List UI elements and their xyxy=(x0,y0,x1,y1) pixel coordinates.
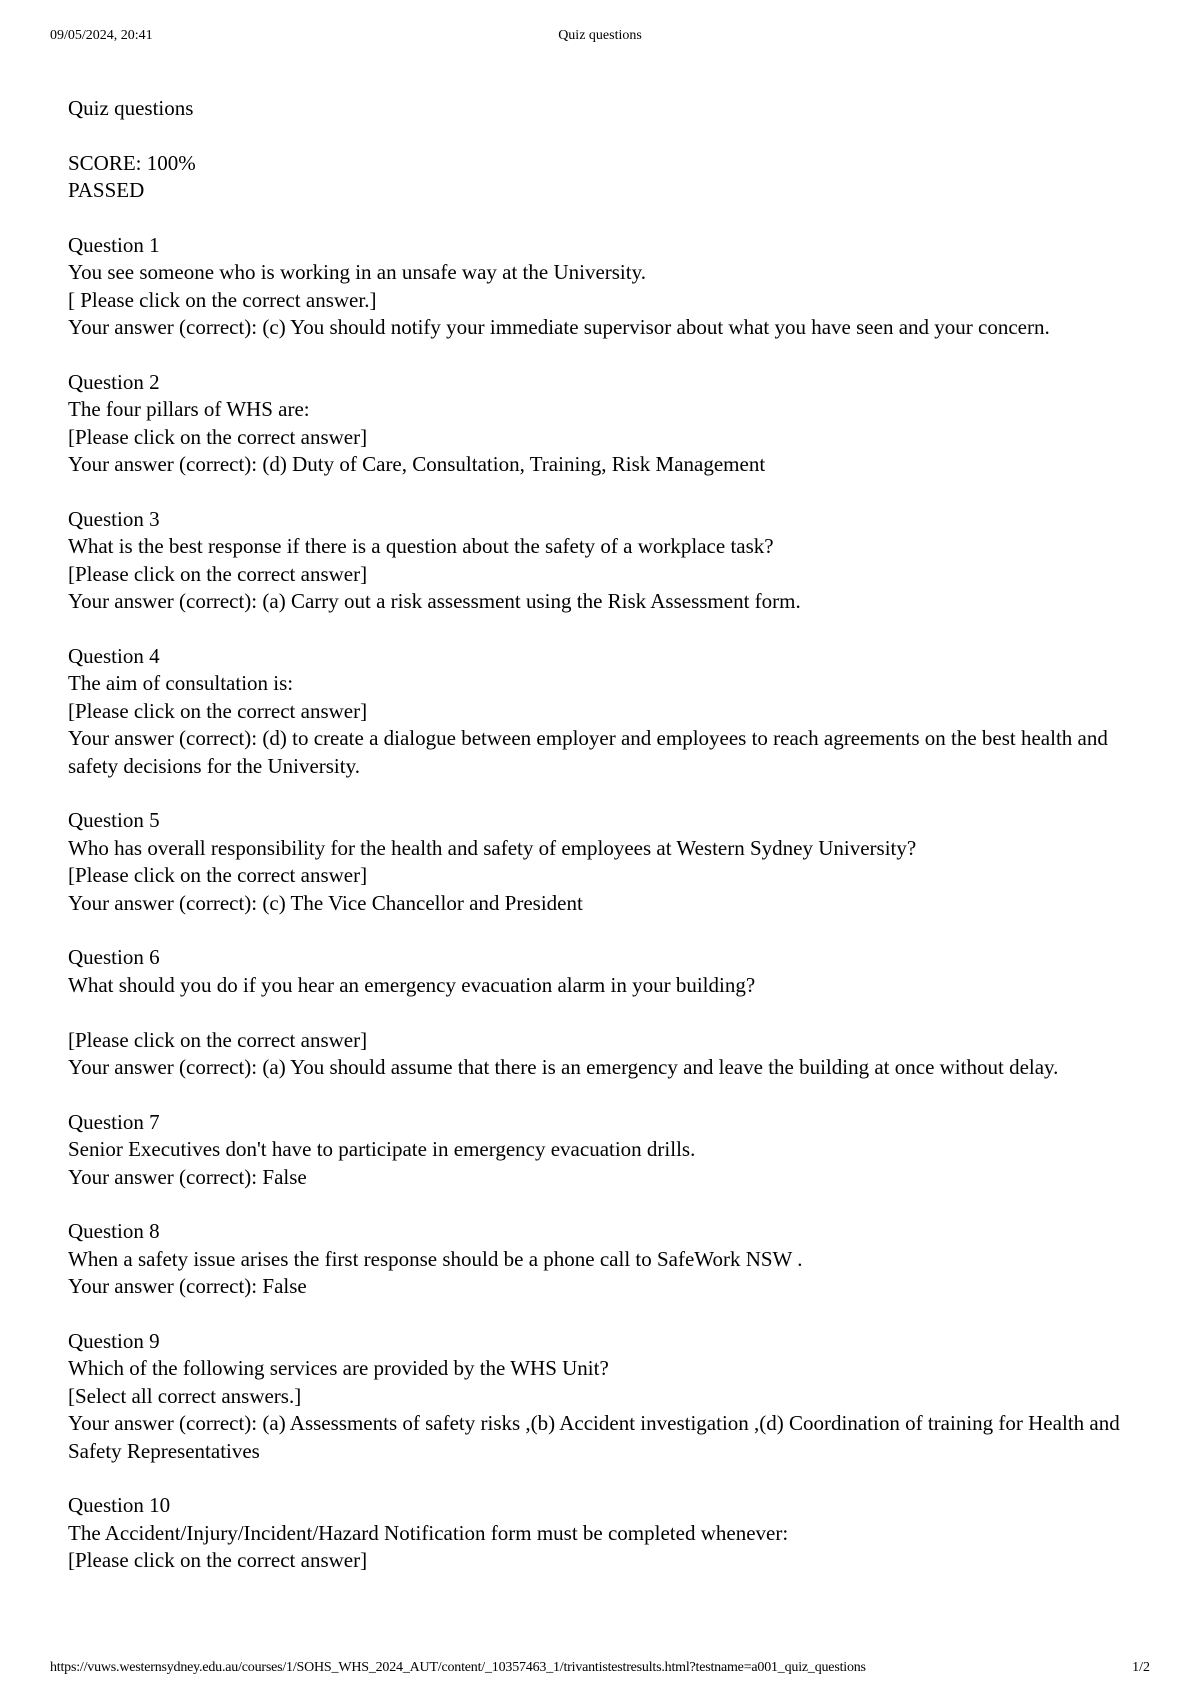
question-2 xyxy=(68,369,1138,479)
question-3 xyxy=(68,506,1138,616)
question-text: When a safety issue arises the first response should be a phone call to SafeWork NSW . xyxy=(68,1246,803,1271)
question-answer: Your answer (correct): (d) to create a dialogue between employer and employees to reach agreements on the best health and safety decisions for the University. xyxy=(68,726,1108,778)
question-heading: Question 2 xyxy=(68,369,160,394)
question-7 xyxy=(68,1109,1138,1192)
blank-line xyxy=(68,999,1138,1027)
quiz-results-content xyxy=(68,95,1138,1602)
question-heading: Question 8 xyxy=(68,1219,160,1243)
question-answer: Your answer (correct): False xyxy=(68,1274,307,1298)
question-answer: Your answer (correct): (c) You should notify your immediate supervisor about what you have seen and your concern. xyxy=(68,315,1050,339)
score-block xyxy=(68,150,1138,205)
question-instruction: [Please click on the correct answer] xyxy=(68,698,368,723)
question-answer: Your answer (correct): (c) The Vice Chancellor and President xyxy=(68,890,583,915)
question-instruction: [ Please click on the correct answer.] xyxy=(68,287,377,312)
page-title: Quiz questions xyxy=(68,96,194,120)
pass-status: PASSED xyxy=(68,178,145,202)
question-heading: Question 6 xyxy=(68,945,160,969)
question-heading: Question 7 xyxy=(68,1109,160,1134)
question-heading: Question 5 xyxy=(68,808,160,832)
question-instruction: [Please click on the correct answer] xyxy=(68,1548,368,1572)
question-text: The four pillars of WHS are: xyxy=(68,397,310,421)
print-datetime: 09/05/2024, 20:41 xyxy=(50,28,153,43)
question-answer: Your answer (correct): (d) Duty of Care, Consultation, Training, Risk Management xyxy=(68,452,766,476)
question-text: What is the best response if there is a question about the safety of a workplace task? xyxy=(68,534,774,558)
question-heading: Question 4 xyxy=(68,643,160,668)
print-footer xyxy=(50,1660,1150,1680)
print-header xyxy=(50,28,1150,48)
question-text: What should you do if you hear an emergency evacuation alarm in your building? xyxy=(68,972,756,997)
question-heading: Question 3 xyxy=(68,506,160,531)
question-answer: Your answer (correct): False xyxy=(68,1164,307,1189)
question-instruction: [Select all correct answers.] xyxy=(68,1383,302,1408)
question-8 xyxy=(68,1218,1138,1301)
score-label: SCORE: 100% xyxy=(68,150,196,175)
question-text: Which of the following services are provided by the WHS Unit? xyxy=(68,1356,609,1380)
question-instruction: [Please click on the correct answer] xyxy=(68,1027,368,1052)
question-heading: Question 9 xyxy=(68,1328,160,1353)
question-answer: Your answer (correct): (a) You should assume that there is an emergency and leave the building at once without delay. xyxy=(68,1055,1059,1079)
question-10 xyxy=(68,1492,1138,1575)
question-answer: Your answer (correct): (a) Carry out a risk assessment using the Risk Assessment form. xyxy=(68,589,801,613)
question-instruction: [Please click on the correct answer] xyxy=(68,863,368,887)
question-heading: Question 1 xyxy=(68,232,160,257)
question-answer: Your answer (correct): (a) Assessments of safety risks ,(b) Accident investigation ,(d) Coordination of training for Health and Safety Representatives xyxy=(68,1411,1120,1463)
question-text: Who has overall responsibility for the health and safety of employees at Western Sydney University? xyxy=(68,835,917,860)
question-instruction: [Please click on the correct answer] xyxy=(68,424,368,449)
question-9 xyxy=(68,1328,1138,1466)
question-6 xyxy=(68,944,1138,1082)
question-text: The aim of consultation is: xyxy=(68,671,294,695)
question-1 xyxy=(68,232,1138,342)
question-text: Senior Executives don't have to participate in emergency evacuation drills. xyxy=(68,1137,696,1161)
print-document-title: Quiz questions xyxy=(558,28,642,43)
question-4 xyxy=(68,643,1138,781)
question-5 xyxy=(68,807,1138,917)
page-url: https://vuws.westernsydney.edu.au/courses/1/SOHS_WHS_2024_AUT/content/_10357463_1/trivantistestresults.html?testname=a001_quiz_questions xyxy=(50,1660,866,1675)
question-text: You see someone who is working in an unsafe way at the University. xyxy=(68,260,646,284)
question-text: The Accident/Injury/Incident/Hazard Notification form must be completed whenever: xyxy=(68,1520,789,1545)
question-heading: Question 10 xyxy=(68,1493,171,1517)
page-number: 1/2 xyxy=(1132,1660,1150,1675)
question-instruction: [Please click on the correct answer] xyxy=(68,561,368,586)
